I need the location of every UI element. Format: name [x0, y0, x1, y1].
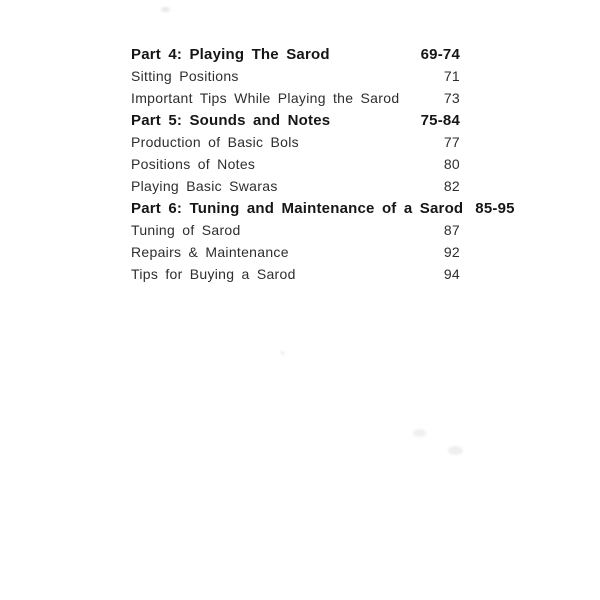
section-page-range: 75-84	[420, 112, 460, 129]
entry-title: Tuning of Sarod	[131, 222, 241, 238]
toc-section	[131, 200, 515, 282]
table-of-contents	[131, 46, 515, 289]
entry-title: Production of Basic Bols	[131, 134, 299, 150]
scan-speck	[280, 351, 285, 355]
toc-entry-row	[131, 69, 460, 84]
entry-page-number: 94	[443, 266, 460, 282]
entry-page-number: 92	[443, 244, 460, 260]
scan-speck	[448, 446, 463, 455]
entry-title: Repairs & Maintenance	[131, 244, 289, 260]
entry-page-number: 77	[443, 134, 460, 150]
entry-title: Playing Basic Swaras	[131, 178, 278, 194]
toc-entry-row	[131, 135, 460, 150]
toc-entry-row	[131, 223, 460, 238]
entry-title: Positions of Notes	[131, 156, 256, 172]
entry-page-number: 73	[443, 90, 460, 106]
section-page-range: 69-74	[420, 46, 460, 63]
toc-entry-row	[131, 157, 460, 172]
entry-title: Tips for Buying a Sarod	[131, 266, 296, 282]
entry-page-number: 71	[443, 68, 460, 84]
scan-speck	[161, 7, 170, 12]
section-title: Part 6: Tuning and Maintenance of a Sarod	[131, 200, 464, 217]
toc-section	[131, 113, 460, 194]
entry-title: Important Tips While Playing the Sarod	[131, 90, 400, 106]
section-title: Part 4: Playing The Sarod	[131, 46, 330, 63]
entry-page-number: 82	[443, 178, 460, 194]
toc-entry-row	[131, 267, 460, 282]
toc-entry-row	[131, 91, 460, 106]
entry-page-number: 87	[443, 222, 460, 238]
scan-speck	[413, 429, 426, 437]
toc-heading-row	[131, 200, 515, 217]
toc-entry-row	[131, 179, 460, 194]
toc-heading-row	[131, 113, 460, 128]
toc-entry-row	[131, 245, 460, 260]
entry-page-number: 80	[443, 156, 460, 172]
section-title: Part 5: Sounds and Notes	[131, 112, 331, 129]
entry-title: Sitting Positions	[131, 68, 239, 84]
toc-heading-row	[131, 47, 460, 62]
section-page-range: 85-95	[475, 200, 515, 217]
toc-section	[131, 47, 460, 106]
